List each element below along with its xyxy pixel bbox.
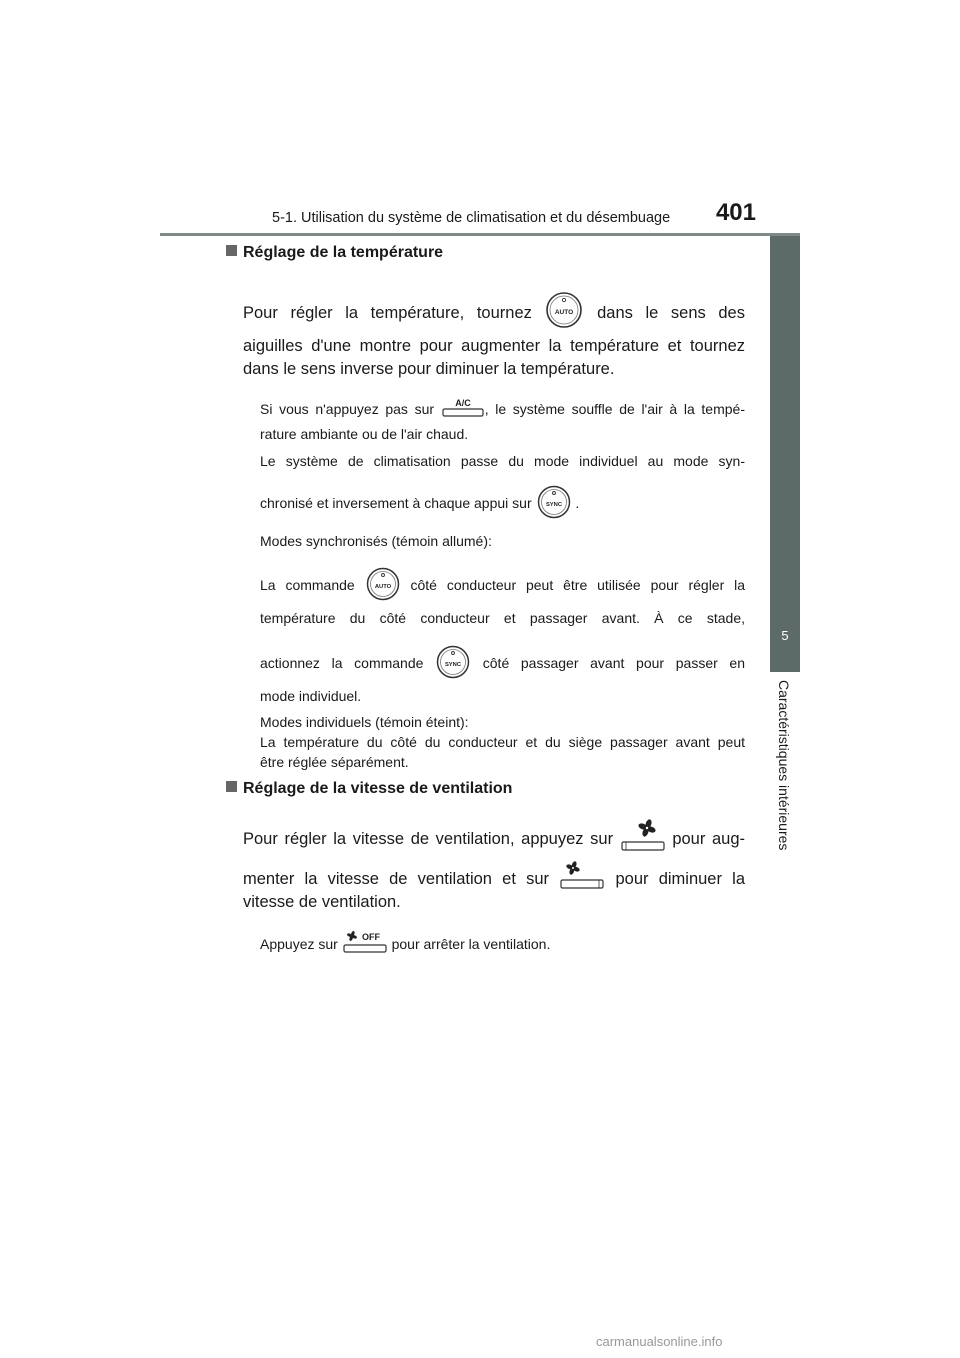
note-cmd-line1: La commande AUTO côté conducteur peut être utilisée pour régler la: [260, 566, 745, 607]
chapter-number: 5: [781, 628, 789, 643]
page-header: [160, 196, 800, 236]
bullet-square-icon: [226, 245, 237, 256]
heading-temperature: Réglage de la température: [226, 244, 443, 262]
para-temp-line3: dans le sens inverse pour diminuer la température.: [243, 360, 615, 378]
para-temp-line1: Pour régler la température, tournez AUTO dans le sens des: [243, 290, 745, 337]
bullet-square-icon: [226, 781, 237, 792]
svg-text:AUTO: AUTO: [555, 309, 574, 316]
note-cmd-line4: mode individuel.: [260, 688, 362, 704]
svg-text:AUTO: AUTO: [374, 584, 391, 590]
note-sync-line2: chronisé et inversement à chaque appui sur SYNC .: [260, 484, 745, 525]
section-title: 5-1. Utilisation du système de climatisation et du désembuage: [272, 210, 671, 226]
note-sync-modes: Modes synchronisés (témoin allumé):: [260, 533, 492, 549]
note-indiv-line2: être réglée séparément.: [260, 754, 409, 770]
para-fan-line2: menter la vitesse de ventilation et sur pour diminuer la: [243, 860, 745, 899]
para-fan-line1: Pour régler la vitesse de ventilation, appuyez sur pour aug-: [243, 818, 745, 861]
note-ac-line1: Si vous n'appuyez pas sur A/C , le système souffle de l'air à la tempé-: [260, 397, 745, 424]
watermark: carmanualsonline.info: [596, 1334, 723, 1349]
note-sync-line1: Le système de climatisation passe du mode individuel au mode syn-: [260, 453, 745, 469]
para-fan-line3: vitesse de ventilation.: [243, 893, 401, 911]
svg-text:SYNC: SYNC: [545, 502, 562, 508]
sync-knob-icon: [536, 484, 572, 525]
note-indiv-modes: Modes individuels (témoin éteint):: [260, 714, 469, 730]
note-ac-line2: rature ambiante ou de l'air chaud.: [260, 426, 469, 442]
fan-off-button-icon: [342, 930, 388, 961]
note-cmd-line3: actionnez la commande SYNC côté passager avant pour passer en: [260, 644, 745, 685]
chapter-tab: [770, 236, 800, 672]
chapter-label: Caractéristiques intérieures: [776, 680, 792, 851]
sync-knob-icon: [435, 644, 471, 685]
fan-up-button-icon: [620, 818, 666, 861]
heading-fan-speed: Réglage de la vitesse de ventilation: [226, 780, 512, 798]
svg-text:OFF: OFF: [361, 932, 380, 942]
svg-text:SYNC: SYNC: [445, 662, 462, 668]
note-indiv-line1: La température du côté du conducteur et du siège passager avant peut: [260, 734, 745, 750]
page-number: 401: [715, 199, 756, 226]
auto-knob-icon: [544, 290, 584, 337]
para-temp-line2: aiguilles d'une montre pour augmenter la température et tournez: [243, 337, 745, 355]
header-rule: [160, 233, 800, 236]
svg-text:A/C: A/C: [454, 398, 471, 408]
note-cmd-line2: température du côté conducteur et passager avant. À ce stade,: [260, 610, 745, 626]
ac-button-icon: [441, 397, 485, 424]
note-fan-off: Appuyez sur OFF pour arrêter la ventilation.: [260, 930, 745, 961]
auto-knob-icon: [365, 566, 401, 607]
